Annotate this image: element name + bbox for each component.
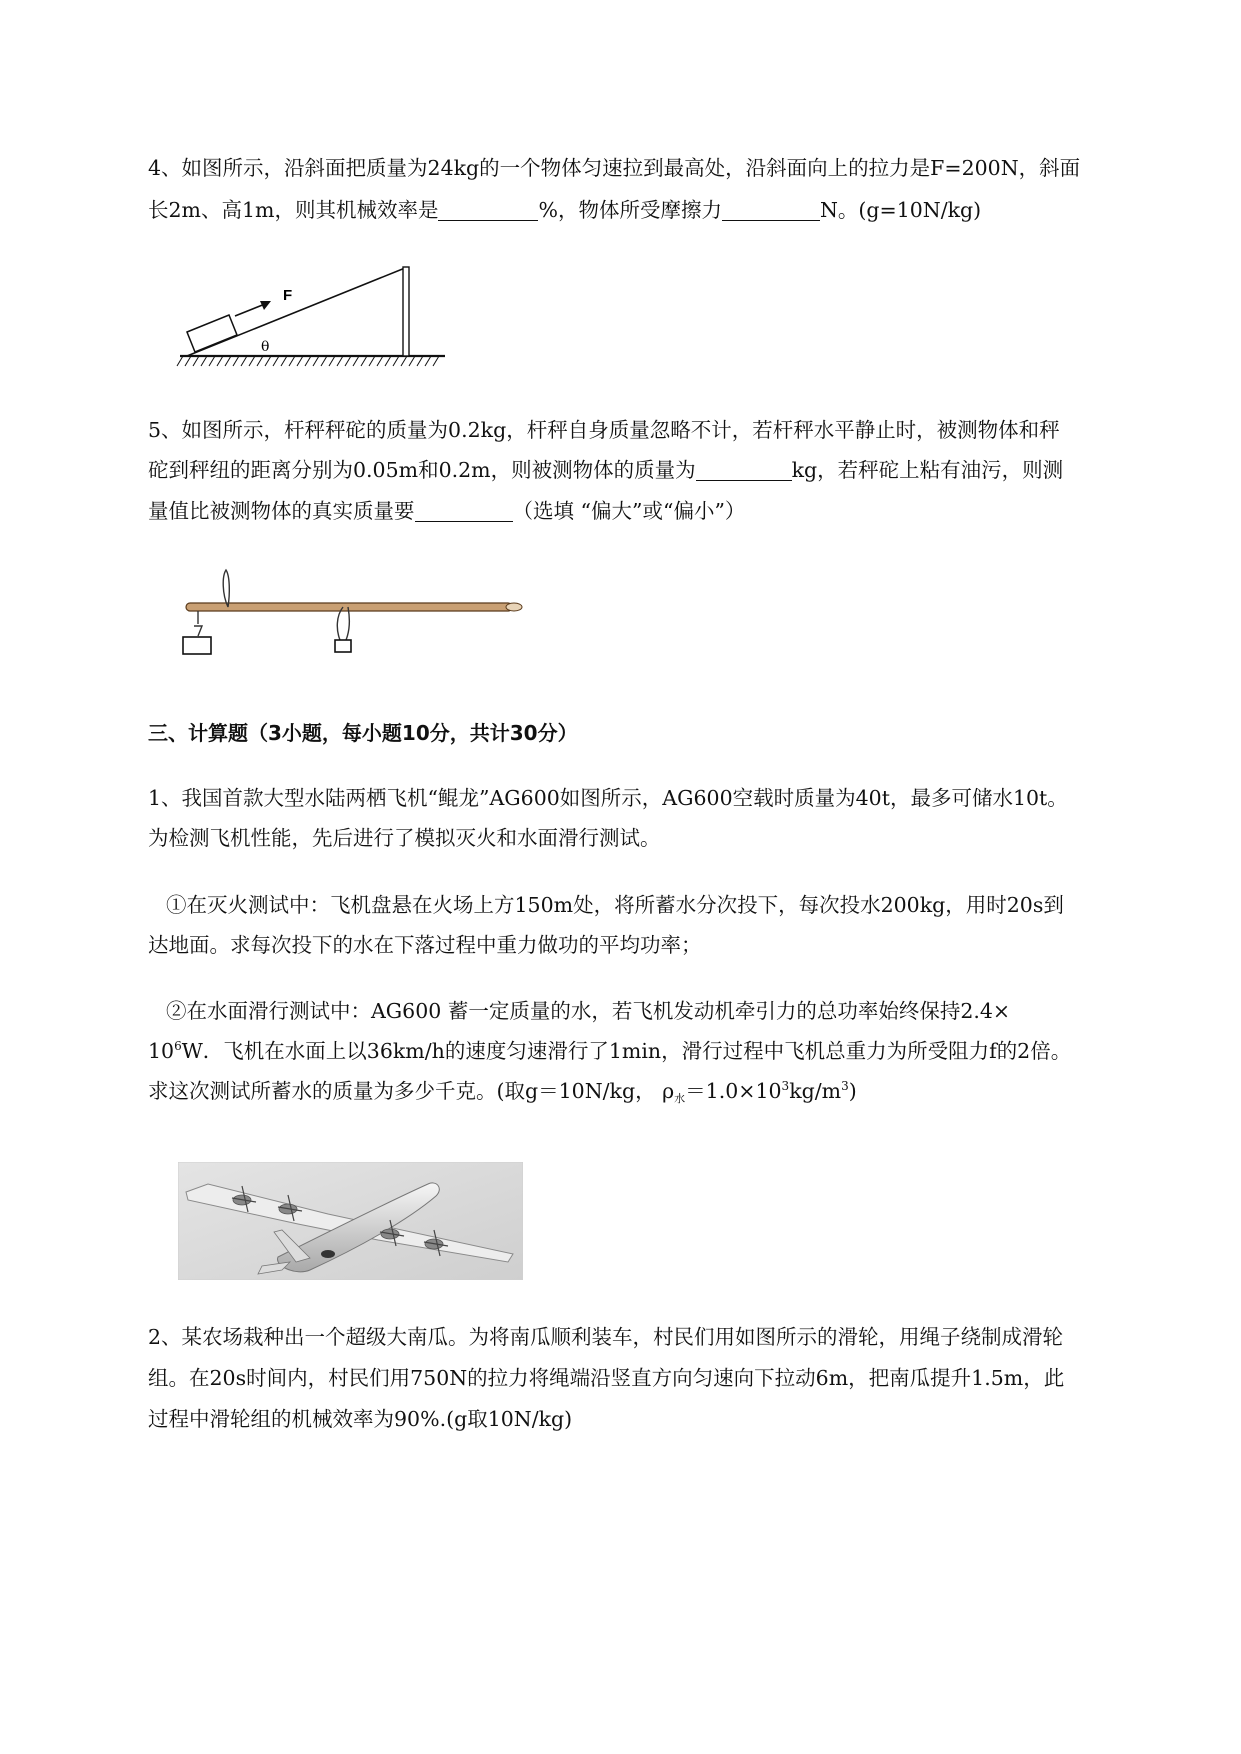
calc1-part2-line-2 — [148, 1036, 1071, 1066]
power-base: 10 — [148, 1039, 175, 1063]
calc1-part2-line-3 — [148, 1076, 857, 1106]
counterweight — [335, 640, 351, 652]
ground-hatching — [177, 356, 439, 366]
q4-line-2 — [148, 195, 981, 225]
force-label: F — [283, 287, 293, 304]
density-text: 求这次测试所蓄水的质量为多少千克。(取g＝10N/kg， ρ — [148, 1079, 675, 1103]
calc1-part2-text: W．飞机在水面上以36km/h的速度匀速滑行了1min，滑行过程中飞机总重力为所受阻力f的2倍。 — [181, 1039, 1072, 1063]
incline-figure — [175, 262, 455, 377]
q5-text-a: 砣到秤纽的距离分别为0.05m和0.2m，则被测物体的质量为 — [148, 458, 696, 482]
unit-exponent: 3 — [841, 1079, 849, 1093]
density-exponent: 3 — [781, 1079, 790, 1093]
calc1-part1-line-2: 达地面。求每次投下的水在下落过程中重力做功的平均功率； — [148, 933, 702, 957]
closing-paren: ) — [848, 1079, 857, 1103]
steelyard-figure — [178, 564, 528, 674]
calc1-part1-line-1: ①在灭火测试中：飞机盘悬在火场上方150m处，将所蓄水分次投下，每次投水200kg，用时20s到 — [166, 893, 1064, 917]
q5-bias-blank[interactable] — [415, 499, 513, 522]
calc2-line-1: 2、某农场栽种出一个超级大南瓜。为将南瓜顺利装车，村民们用如图所示的滑轮，用绳子绕制成滑轮 — [148, 1325, 1064, 1349]
hook — [194, 611, 202, 636]
calc2-line-2: 组。在20s时间内，村民们用750N的拉力将绳端沿竖直方向匀速向下拉动6m，把南瓜提升1.5m，此 — [148, 1366, 1065, 1390]
q5-mass-blank[interactable] — [696, 458, 792, 481]
q5-text-c: 量值比被测物体的真实质量要 — [148, 499, 415, 523]
q4-efficiency-blank[interactable] — [438, 198, 538, 221]
density-unit: kg/m — [789, 1079, 842, 1103]
weight-cord — [337, 607, 349, 640]
ag600-airplane-photo — [178, 1162, 523, 1280]
q5-text-d: （选填 “偏大”或“偏小”） — [512, 499, 746, 523]
q4-text-b: %，物体所受摩擦力 — [538, 198, 722, 222]
q5-line-1: 5、如图所示，杆秤秤砣的质量为0.2kg，杆秤自身质量忽略不计，若杆秤水平静止时，被测物体和秤 — [148, 418, 1060, 442]
vertical-post — [403, 267, 409, 356]
calc1-line-2: 为检测飞机性能，先后进行了模拟灭火和水面滑行测试。 — [148, 826, 661, 850]
q4-line-1: 4、如图所示，沿斜面把质量为24kg的一个物体匀速拉到最高处，沿斜面向上的拉力是F=200N，斜面 — [148, 156, 1081, 180]
section-3-heading: 三、计算题（3小题，每小题10分，共计30分） — [148, 721, 578, 745]
q4-text-a: 长2m、高1m，则其机械效率是 — [148, 198, 439, 222]
q5-text-b: kg，若秤砣上粘有油污，则测 — [791, 458, 1064, 482]
calc1-line-1: 1、我国首款大型水陆两栖飞机“鲲龙”AG600如图所示，AG600空载时质量为40t，最多可储水10t。 — [148, 786, 1068, 810]
q4-text-c: N。(g=10N/kg) — [819, 198, 982, 222]
calc1-part2-line-1: ②在水面滑行测试中：AG600 蓄一定质量的水，若飞机发动机牵引力的总功率始终保持2.4× — [166, 999, 1011, 1023]
q5-line-3 — [148, 496, 745, 526]
beam-tip — [506, 603, 522, 611]
density-value: ＝1.0×10 — [685, 1079, 782, 1103]
density-subscript: 水 — [674, 1092, 686, 1105]
lifting-cord — [223, 570, 229, 607]
q5-line-2 — [148, 455, 1063, 485]
power-exponent: 6 — [174, 1039, 182, 1053]
measured-object — [183, 637, 211, 654]
angle-label: θ — [261, 339, 270, 355]
landing-gear — [321, 1250, 335, 1258]
calc2-line-3: 过程中滑轮组的机械效率为90%.(g取10N/kg) — [148, 1407, 573, 1431]
force-arrow — [235, 304, 265, 316]
q4-friction-blank[interactable] — [722, 198, 820, 221]
